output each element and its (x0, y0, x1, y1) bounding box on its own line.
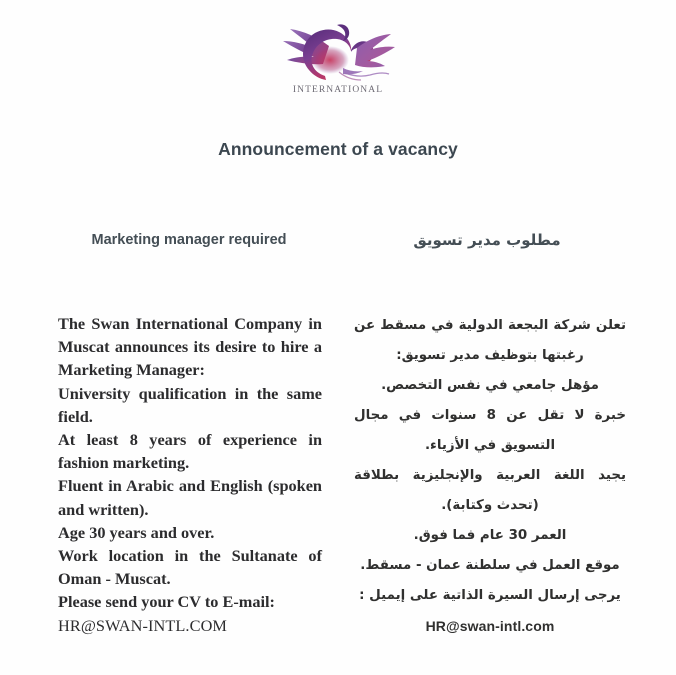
arabic-paragraph-location: موقع العمل في سلطنة عمان - مسقط. (360, 558, 620, 573)
english-paragraph-location: Work location in the Sultanate of Oman - Muscat. (58, 546, 322, 589)
english-paragraph-qualification: University qualification in the same field. (58, 383, 322, 426)
arabic-paragraph-qualification: مؤهل جامعي في نفس التخصص. (381, 378, 599, 393)
english-paragraph-languages: Fluent in Arabic and English (spoken and written). (58, 476, 322, 519)
arabic-paragraph-age: العمر 30 عام فما فوق. (413, 528, 567, 543)
page-title: Announcement of a vacancy (218, 139, 458, 159)
english-paragraph-experience: At least 8 years of experience in fashion marketing. (58, 430, 322, 473)
company-logo (0, 10, 676, 96)
arabic-body-column (354, 311, 626, 641)
arabic-email-address[interactable]: HR@swan-intl.com (425, 618, 555, 634)
arabic-paragraph-languages: يجيد اللغة العربية والإنجليزية بطلاقة (تحدث وكتابة). (354, 468, 626, 513)
arabic-paragraph-intro: تعلن شركة البجعة الدولية في مسقط عن رغبتها بتوظيف مدير تسويق: (354, 318, 626, 363)
arabic-paragraph-cv-instruction: يرجى إرسال السيرة الذاتية على إيميل : (359, 588, 621, 603)
english-paragraph-intro: The Swan International Company in Muscat announces its desire to hire a Marketing Manager: (58, 314, 322, 380)
logo-wordmark: INTERNATIONAL (292, 85, 384, 95)
english-paragraph-age: Age 30 years and over. (58, 522, 215, 542)
english-body-column (58, 312, 322, 637)
arabic-paragraph-experience: خبرة لا تقل عن 8 سنوات في مجال التسويق في الأزياء. (354, 408, 626, 453)
heading-arabic: مطلوب مدير تسويق (413, 231, 561, 249)
swan-pair-logo-icon (273, 10, 403, 88)
heading-english: Marketing manager required (91, 232, 287, 248)
english-paragraph-cv-instruction: Please send your CV to E-mail: (58, 592, 275, 612)
english-email-address[interactable]: HR@SWAN-INTL.COM (58, 615, 227, 635)
